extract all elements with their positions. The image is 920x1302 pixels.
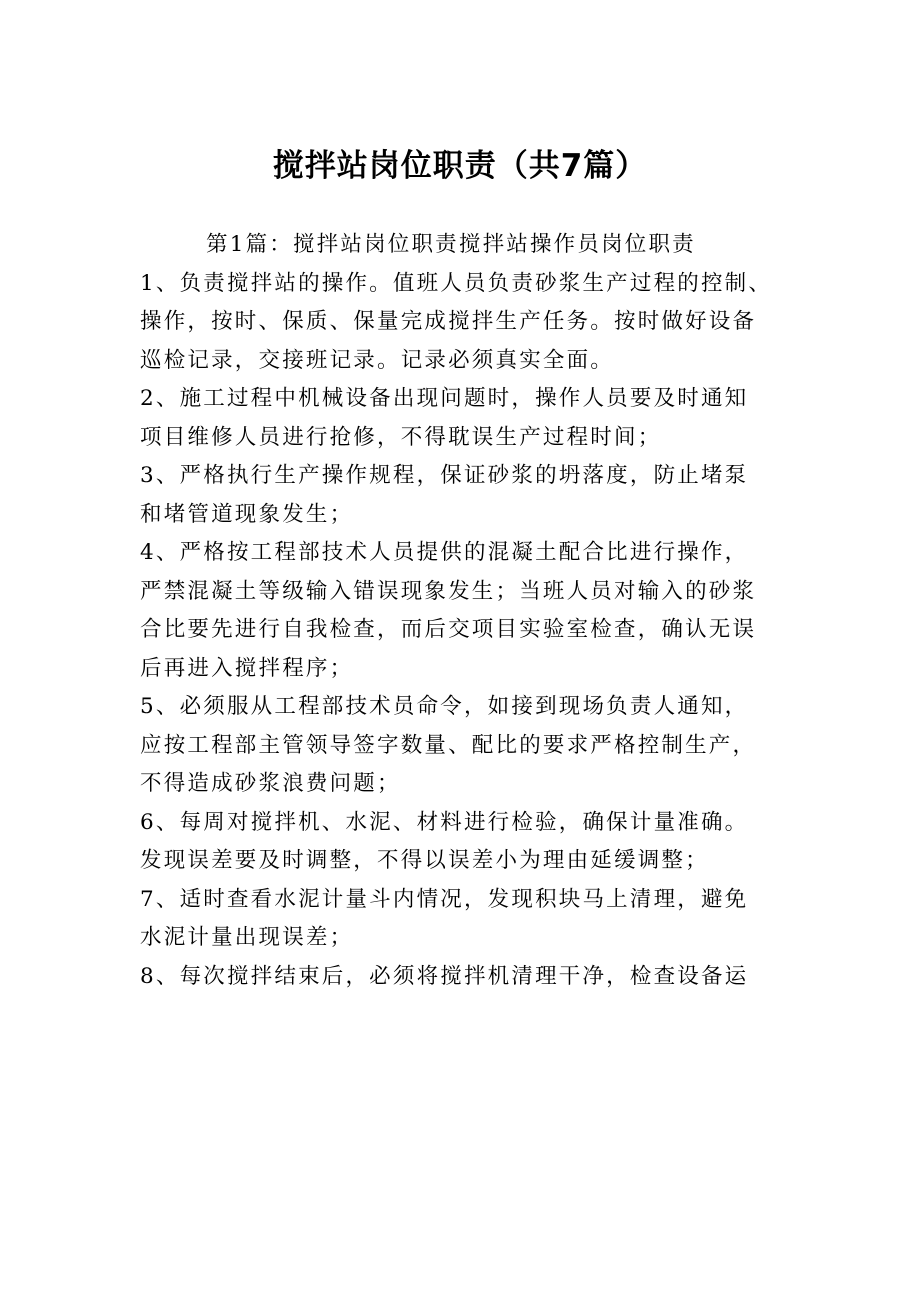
paragraph-line: 8、每次搅拌结束后，必须将搅拌机清理干净，检查设备运 — [140, 963, 749, 989]
paragraph-line: 合比要先进行自我检查，而后交项目实验室检查，确认无误 — [140, 617, 757, 642]
paragraph-line: 4、严格按工程部技术人员提供的混凝土配合比进行操作， — [140, 540, 749, 565]
section-heading: 第1篇：搅拌站岗位职责搅拌站操作员岗位职责 — [206, 232, 696, 257]
paragraph-line: 项目维修人员进行抢修，不得耽误生产过程时间； — [140, 424, 662, 450]
paragraph-line: 7、适时查看水泥计量斗内情况，发现积块马上清理，避免 — [140, 886, 749, 912]
paragraph-line: 2、施工过程中机械设备出现问题时，操作人员要及时通知 — [140, 386, 749, 411]
paragraph-line: 6、每周对搅拌机、水泥、材料进行检验，确保计量准确。 — [140, 809, 749, 835]
paragraph-line: 操作，按时、保质、保量完成搅拌生产任务。按时做好设备 — [140, 309, 757, 334]
paragraph-line: 后再进入搅拌程序； — [140, 655, 354, 681]
paragraph-line: 发现误差要及时调整，不得以误差小为理由延缓调整； — [140, 848, 709, 873]
paragraph-line: 巡检记录，交接班记录。记录必须真实全面。 — [140, 347, 615, 373]
paragraph-line: 严禁混凝土等级输入错误现象发生；当班人员对输入的砂浆 — [140, 578, 757, 604]
paragraph-line: 1、负责搅拌站的操作。值班人员负责砂浆生产过程的控制、 — [140, 270, 773, 296]
paragraph-line: 水泥计量出现误差； — [140, 925, 354, 950]
paragraph-line: 应按工程部主管领导签字数量、配比的要求严格控制生产， — [140, 732, 757, 758]
paragraph-line: 3、严格执行生产操作规程，保证砂浆的坍落度，防止堵泵 — [140, 463, 749, 488]
document-body — [140, 226, 800, 996]
paragraph-line: 不得造成砂浆浪费问题； — [140, 771, 401, 796]
paragraph-line: 和堵管道现象发生； — [140, 501, 354, 527]
paragraph-line: 5、必须服从工程部技术员命令，如接到现场负责人通知， — [140, 694, 749, 719]
document-title: 搅拌站岗位职责（共7篇） — [272, 148, 648, 184]
